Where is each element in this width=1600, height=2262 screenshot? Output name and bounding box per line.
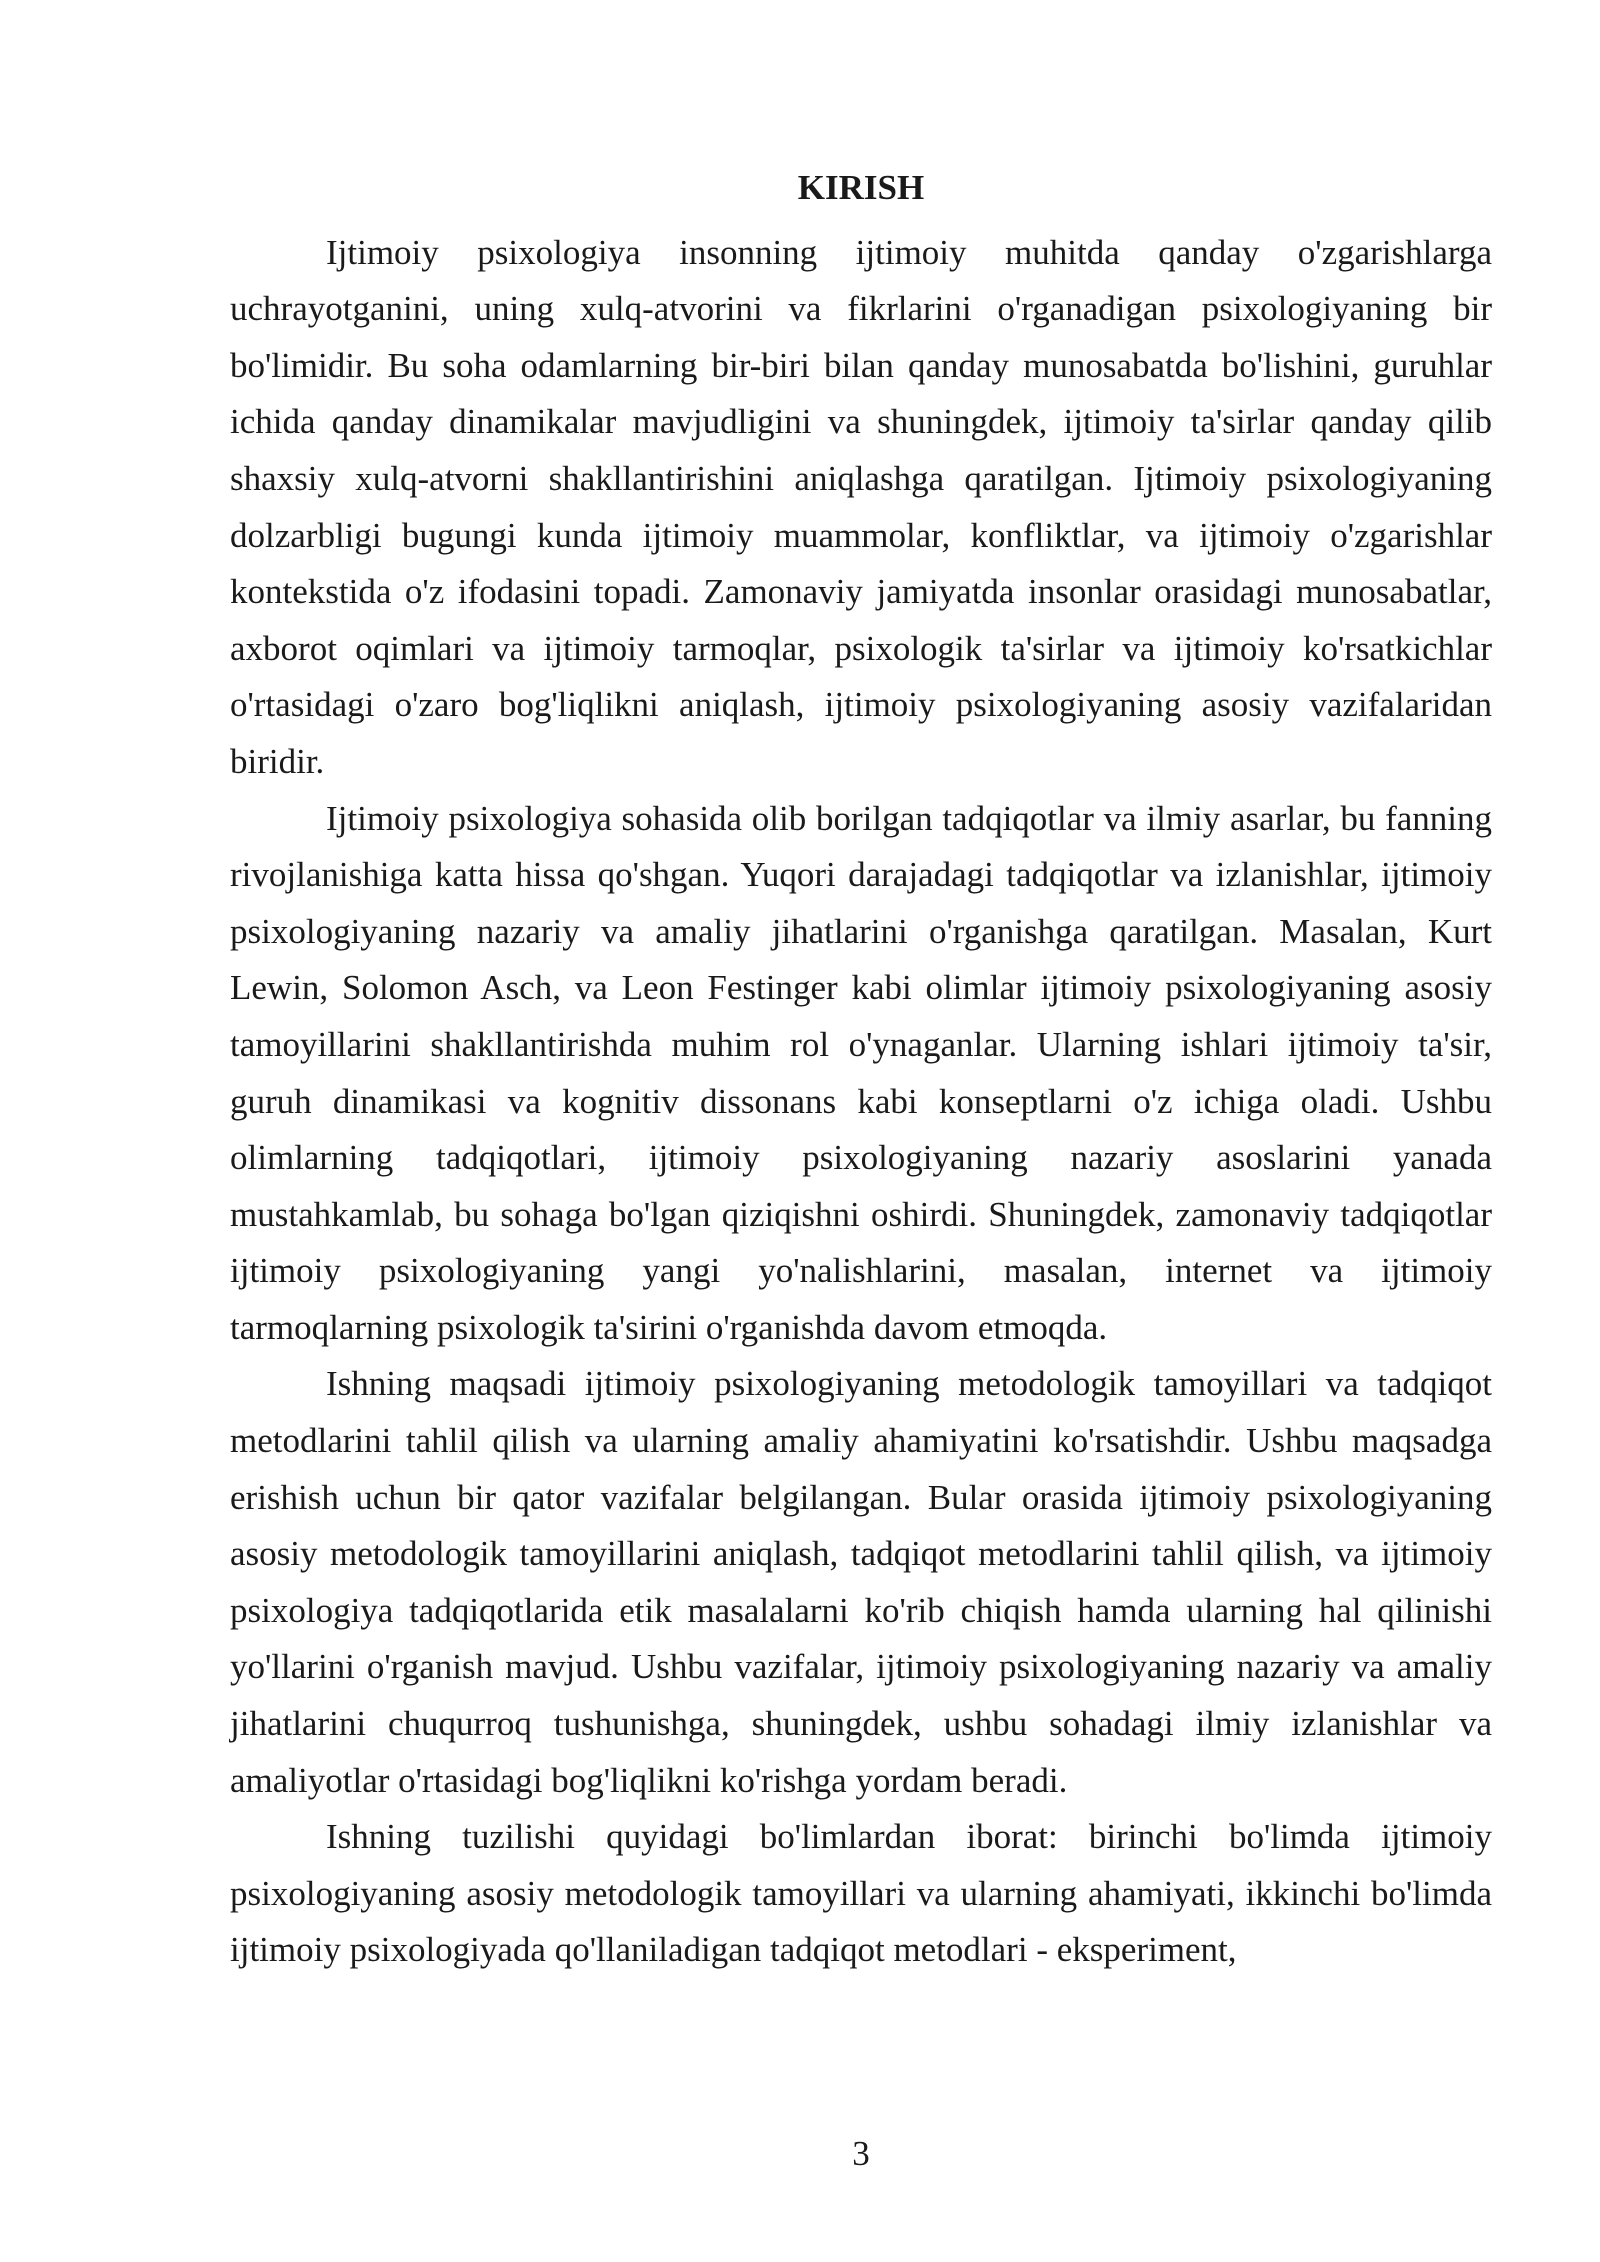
page-content [230, 160, 1492, 1979]
paragraph-1: Ijtimoiy psixologiya insonning ijtimoiy muhitda qanday o'zgarishlarga uchrayotganini, uning xulq-atvorini va fikrlarini o'rganadigan psixologiyaning bir bo'limidir. Bu soha odamlarning bir-biri bilan qanday munosabatda bo'lishini, guruhlar ichida qanday dinamikalar mavjudligini va shuningdek, ijtimoiy ta'sirlar qanday qilib shaxsiy xulq-atvorni shakllantirishini aniqlashga qaratilgan. Ijtimoiy psixologiyaning dolzarbligi bugungi kunda ijtimoiy muammolar, konfliktlar, va ijtimoiy o'zgarishlar kontekstida o'z ifodasini topadi. Zamonaviy jamiyatda insonlar orasidagi munosabatlar, axborot oqimlari va ijtimoiy tarmoqlar, psixologik ta'sirlar va ijtimoiy ko'rsatkichlar o'rtasidagi o'zaro bog'liqlikni aniqlash, ijtimoiy psixologiyaning asosiy vazifalaridan biridir. [230, 232, 1492, 781]
paragraph-4: Ishning tuzilishi quyidagi bo'limlardan iborat: birinchi bo'limda ijtimoiy psixologiyaning asosiy metodologik tamoyillari va ularning ahamiyati, ikkinchi bo'limda ijtimoiy psixologiyada qo'llaniladigan tadqiqot metodlari - eksperiment, [230, 1817, 1492, 1970]
paragraph-2: Ijtimoiy psixologiya sohasida olib borilgan tadqiqotlar va ilmiy asarlar, bu fanning rivojlanishiga katta hissa qo'shgan. Yuqori darajadagi tadqiqotlar va izlanishlar, ijtimoiy psixologiyaning nazariy va amaliy jihatlarini o'rganishga qaratilgan. Masalan, Kurt Lewin, Solomon Asch, va Leon Festinger kabi olimlar ijtimoiy psixologiyaning asosiy tamoyillarini shakllantirishda muhim rol o'ynaganlar. Ularning ishlari ijtimoiy ta'sir, guruh dinamikasi va kognitiv dissonans kabi konseptlarni o'z ichiga oladi. Ushbu olimlarning tadqiqotlari, ijtimoiy psixologiyaning nazariy asoslarini yanada mustahkamlab, bu sohaga bo'lgan qiziqishni oshirdi. Shuningdek, zamonaviy tadqiqotlar ijtimoiy psixologiyaning yangi yo'nalishlarini, masalan, internet va ijtimoiy tarmoqlarning psixologik ta'sirini o'rganishda davom etmoqda. [230, 798, 1492, 1347]
paragraph-3: Ishning maqsadi ijtimoiy psixologiyaning metodologik tamoyillari va tadqiqot metodlarini tahlil qilish va ularning amaliy ahamiyatini ko'rsatishdir. Ushbu maqsadga erishish uchun bir qator vazifalar belgilangan. Bular orasida ijtimoiy psixologiyaning asosiy metodologik tamoyillarini aniqlash, tadqiqot metodlarini tahlil qilish, va ijtimoiy psixologiya tadqiqotlarida etik masalalarni ko'rib chiqish hamda ularning hal qilinishi yo'llarini o'rganish mavjud. Ushbu vazifalar, ijtimoiy psixologiyaning nazariy va amaliy jihatlarini chuqurroq tushunishga, shuningdek, ushbu sohadagi ilmiy izlanishlar va amaliyotlar o'rtasidagi bog'liqlikni ko'rishga yordam beradi. [230, 1364, 1492, 1800]
section-title: KIRISH [797, 168, 925, 207]
page-number: 3 [852, 2134, 870, 2173]
